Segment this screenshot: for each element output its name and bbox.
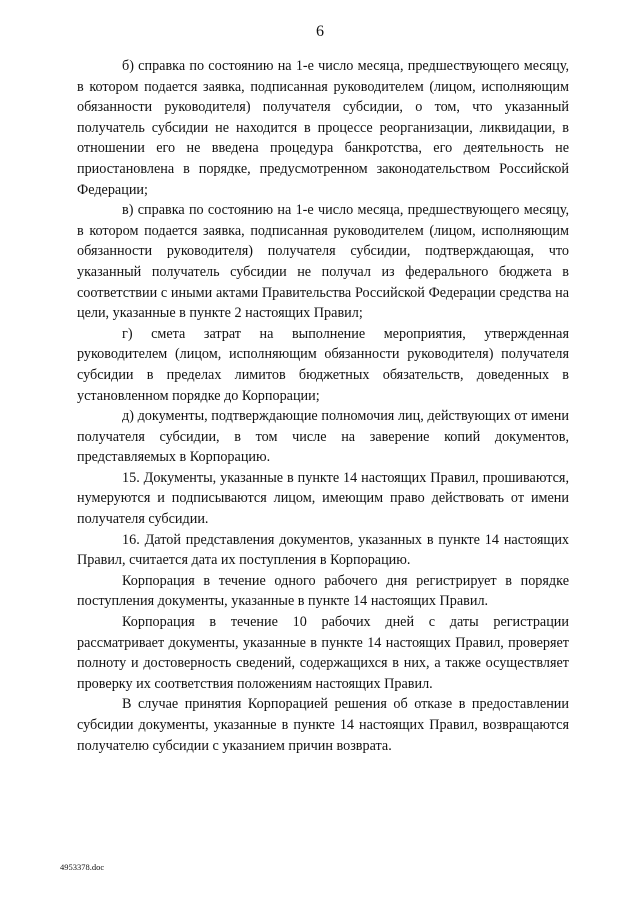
paragraph-item-d: д) документы, подтверждающие полномочия лиц, действующих от имени получателя субсидии, в том числе на заверение копий документов, представляемых в Корпорацию. bbox=[77, 408, 569, 466]
paragraph-item-v: в) справка по состоянию на 1-е число месяца, предшествующего месяцу, в котором подается заявка, подписанная руководителем (лицом, исполняющим обязанности руководителя) получателя субсидии, подтверждающая, что указанный получатель субсидии не получал из федерального бюджета в соответствии с иными актами Правительства Российской Федерации средства на цели, указанные в пункте 2 настоящих Правил; bbox=[77, 202, 569, 322]
paragraph-item-b: б) справка по состоянию на 1-е число месяца, предшествующего месяцу, в котором подается заявка, подписанная руководителем (лицом, исполняющим обязанности руководителя) получателя субсидии, о том, что указанный получатель субсидии не находится в процессе реорганизации, ликвидации, в отношении его не введена процедура банкротства, его деятельность не приостановлена в порядке, предусмотренном законодательством Российской Федерации; bbox=[77, 58, 569, 198]
document-filename: 4953378.doc bbox=[60, 862, 105, 872]
document-body bbox=[77, 56, 569, 756]
paragraph-clause-15: 15. Документы, указанные в пункте 14 настоящих Правил, прошиваются, нумеруются и подписываются лицом, имеющим право действовать от имени получателя субсидии. bbox=[77, 469, 569, 528]
paragraph-refusal: В случае принятия Корпорацией решения об отказе в предоставлении субсидии документы, указанные в пункте 14 настоящих Правил, возвращаются получателю субсидии с указанием причин возврата. bbox=[77, 696, 569, 754]
paragraph-review: Корпорация в течение 10 рабочих дней с даты регистрации рассматривает документы, указанные в пункте 14 настоящих Правил, проверяет полноту и достоверность сведений, содержащихся в них, а также осуществляет проверку их соответствия положениям настоящих Правил. bbox=[77, 614, 569, 692]
paragraph-clause-16: 16. Датой представления документов, указанных в пункте 14 настоящих Правил, считается дата их поступления в Корпорацию. bbox=[77, 531, 569, 569]
paragraph-item-g: г) смета затрат на выполнение мероприятия, утвержденная руководителем (лицом, исполняющим обязанности руководителя) получателя субсидии в пределах лимитов бюджетных обязательств, доведенных в установленном порядке до Корпорации; bbox=[77, 325, 569, 404]
page-number: 6 bbox=[316, 23, 324, 40]
paragraph-registration: Корпорация в течение одного рабочего дня регистрирует в порядке поступления документы, указанные в пункте 14 настоящих Правил. bbox=[77, 572, 569, 610]
